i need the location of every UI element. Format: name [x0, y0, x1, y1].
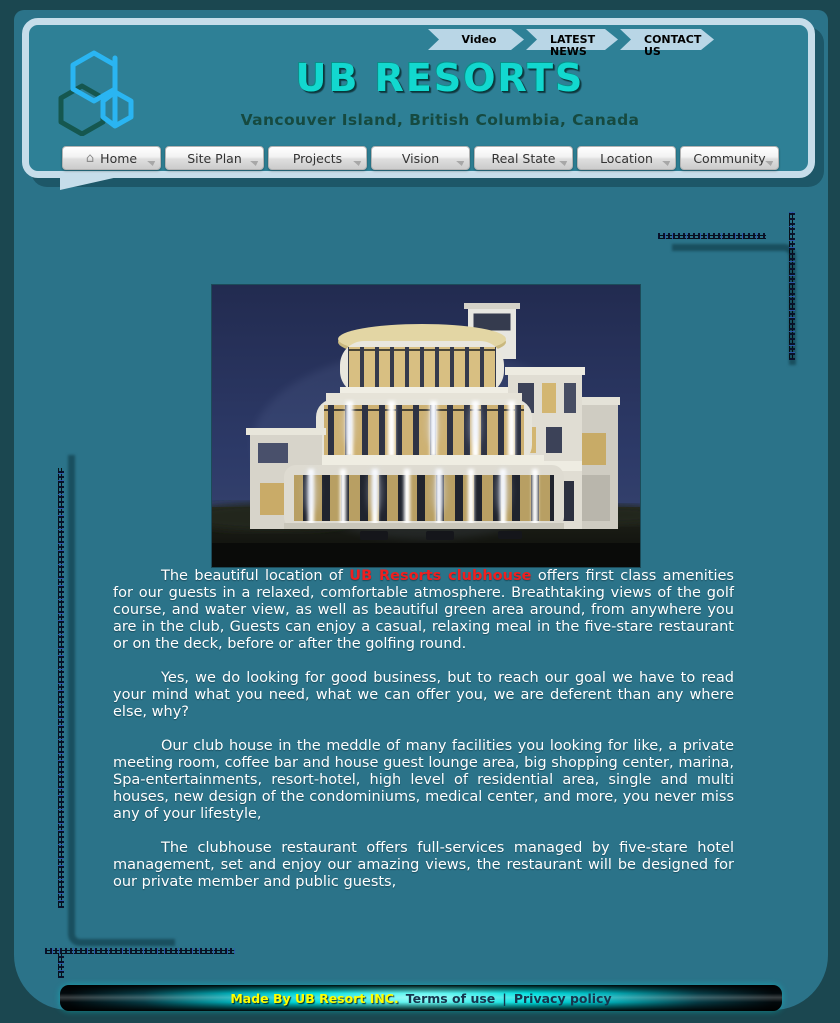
site-title: UB RESORTS — [295, 56, 585, 100]
site-subtitle: Vancouver Island, British Columbia, Canada — [240, 111, 640, 129]
home-icon: ⌂ — [85, 150, 95, 166]
chevron-label: CONTACT US — [644, 33, 702, 58]
dropdown-arrow-icon — [250, 161, 260, 166]
nav-button-location[interactable] — [577, 146, 676, 170]
privacy-policy-link[interactable]: Privacy policy — [513, 990, 612, 1006]
dropdown-arrow-icon — [353, 161, 363, 166]
top-nav — [428, 29, 714, 58]
nav-button-projects[interactable] — [268, 146, 367, 170]
nav-button-label: Community — [693, 150, 766, 166]
glitch-text-decoration — [58, 954, 64, 978]
main-nav — [62, 146, 779, 170]
nav-button-real-state[interactable] — [474, 146, 573, 170]
ub-resorts-logo-icon — [56, 50, 136, 136]
terms-of-use-link[interactable]: Terms of use — [405, 990, 496, 1006]
paragraph: The clubhouse restaurant offers full-services managed by five-stare hotel management, set and enjoy our amazing views, the restaurant will be designed for our private member and public guests, — [113, 839, 734, 890]
nav-button-vision[interactable] — [371, 146, 470, 170]
paragraph — [113, 568, 734, 653]
corner-bracket-top-right — [672, 244, 796, 365]
dropdown-arrow-icon — [147, 161, 157, 166]
glitch-text-decoration — [45, 948, 235, 954]
nav-button-home[interactable] — [62, 146, 161, 170]
chevron-link-latest-news[interactable] — [526, 29, 618, 58]
paragraph-text: The beautiful location of — [161, 568, 350, 584]
chevron-link-contact-us[interactable] — [620, 29, 714, 58]
nav-button-label: Home — [100, 150, 138, 166]
clubhouse-photo — [211, 284, 641, 568]
glitch-text-decoration — [58, 468, 64, 908]
dropdown-arrow-icon — [456, 161, 466, 166]
footer-bar — [60, 985, 782, 1011]
paragraph: Yes, we do looking for good business, but to reach our goal we have to read your mind what you need, what we can offer you, we are deferent than any where else, why? — [113, 669, 734, 721]
glitch-text-decoration — [658, 233, 766, 239]
content-paragraphs — [113, 568, 734, 908]
nav-button-site-plan[interactable] — [165, 146, 264, 170]
paragraph-text: offers first class amenities for our guests in a relaxed, comfortable atmosphere. Breathtaking views of the golf course, and water view, as well as beautiful green area around, from anywhere you are in the club, Guests can enjoy a casual, relaxing meal in the five-stare restaurant or on the deck, before or after the golfing round. — [113, 568, 734, 653]
nav-button-community[interactable] — [680, 146, 779, 170]
nav-button-label: Real State — [491, 150, 556, 166]
chevron-label: LATEST NEWS — [550, 33, 596, 58]
chevron-link-video[interactable] — [428, 29, 524, 50]
dropdown-arrow-icon — [559, 161, 569, 166]
nav-button-label: Site Plan — [187, 150, 242, 166]
dropdown-arrow-icon — [662, 161, 672, 166]
nav-button-label: Location — [600, 150, 653, 166]
chevron-label: Video — [461, 33, 497, 46]
paragraph: Our club house in the meddle of many facilities you looking for like, a private meeting room, coffee bar and house guest lounge area, big shopping center, marina, Spa-entertainments, resort-hotel, high level of residential area, single and multi houses, new design of the condominiums, medical center, and more, you never miss any of your lifestyle, — [113, 737, 734, 823]
footer-separator: | — [502, 990, 507, 1006]
nav-button-label: Projects — [292, 150, 343, 166]
header-border-accent — [60, 177, 118, 190]
dropdown-arrow-icon — [765, 161, 775, 166]
made-by-text: Made By UB Resort INC. — [230, 990, 399, 1006]
glitch-text-decoration — [789, 212, 795, 360]
nav-button-label: Vision — [401, 150, 440, 166]
highlighted-text: UB Resorts clubhouse — [349, 568, 532, 584]
